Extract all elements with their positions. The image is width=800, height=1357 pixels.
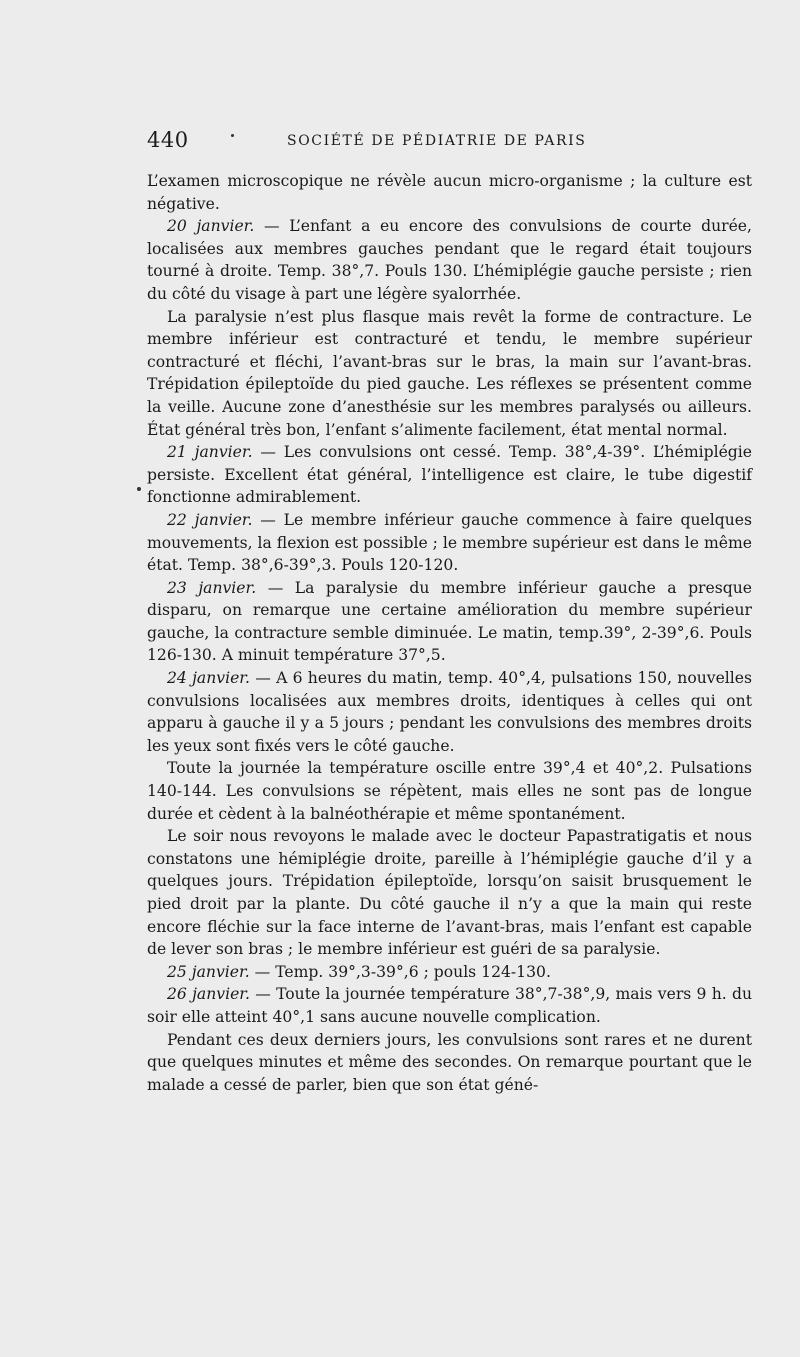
entry-date: 21 janvier. xyxy=(167,443,253,462)
paragraph-text: — A 6 heures du matin, temp. 40°,4, pulsations 150, nouvelles convulsions localisées aux membres droits, identiques à celles qui ont apparu à gauche il y a 5 jours ; pendant les convulsions des membres droits les yeux sont fixés vers le côté gauche. xyxy=(147,669,753,755)
paragraph-text: Le soir nous revoyons le malade avec le docteur Papastratigatis et nous constatons une hémiplégie droite, pareille à l’hémiplégie gauche d’il y a quelques jours. Trépidation épileptoïde, lorsqu’on saisit brusquement le pied droit par la plante. Du côté gauche il n’y a que la main qui reste encore fléchie sur la face interne de l’avant-bras, mais l’enfant est capable de lever son bras ; le membre inférieur est guéri de sa paralysie. xyxy=(147,827,752,959)
entry-date: 24 janvier. xyxy=(167,669,250,688)
paragraph xyxy=(147,306,752,442)
paragraph xyxy=(147,441,752,509)
print-speck xyxy=(137,487,141,491)
entry-date: 25 janvier. xyxy=(167,962,250,981)
entry-date: 22 janvier. xyxy=(167,510,253,529)
entry-date: 26 janvier. xyxy=(167,985,250,1004)
paragraph xyxy=(147,1029,752,1097)
paragraph xyxy=(147,825,752,961)
paragraph-text: — Les convulsions ont cessé. Temp. 38°,4-39°. L’hémiplégie persiste. Excellent état général, l’intelligence est claire, le tube digestif fonctionne admirablement. xyxy=(147,443,752,507)
paragraph xyxy=(147,215,752,305)
entry-date: 20 janvier. xyxy=(167,217,255,236)
paragraph-text: — La paralysie du membre inférieur gauche a presque disparu, on remarque une certaine amélioration du membre supérieur gauche, la contracture semble diminuée. Le matin, temp.39°, 2-39°,6. Pouls 126-130. A minuit température 37°,5. xyxy=(147,578,752,665)
paragraph-text: — Temp. 39°,3-39°,6 ; pouls 124-130. xyxy=(249,962,551,981)
paragraph-text: — Le membre inférieur gauche commence à faire quelques mouvements, la flexion est possible ; le membre supérieur est dans le même état. Temp. 38°,6-39°,3. Pouls 120-120. xyxy=(147,510,752,575)
paragraph xyxy=(147,961,752,984)
paragraph xyxy=(147,667,752,757)
paragraph xyxy=(147,577,752,667)
print-speck xyxy=(231,134,234,137)
entry-date: 23 janvier. xyxy=(167,578,257,597)
paragraph xyxy=(147,170,752,215)
paragraph xyxy=(147,983,752,1028)
paragraph-text: Toute la journée la température oscille entre 39°,4 et 40°,2. Pulsations 140-144. Les convulsions se répètent, mais elles ne sont pas de longue durée et cèdent à la balnéothérapie et même spontanément. xyxy=(147,759,752,823)
paragraph-text: L’examen microscopique ne révèle aucun micro-organisme ; la culture est négative. xyxy=(147,172,752,213)
paragraph xyxy=(147,757,752,825)
paragraph xyxy=(147,509,752,577)
page-number: 440 xyxy=(147,128,189,152)
paragraph-text: — L’enfant a eu encore des convulsions de courte durée, localisées aux membres gauches pendant que le regard était toujours tourné à droite. Temp. 38°,7. Pouls 130. L’hémiplégie gauche persiste ; rien du côté du visage à part une légère syalorrhée. xyxy=(147,217,752,303)
paragraph-text: La paralysie n’est plus flasque mais revêt la forme de contracture. Le membre inférieur est contracturé et tendu, le membre supérieur contracturé et fléchi, l’avant-bras sur le bras, la main sur l’avant-bras. Trépidation épileptoïde du pied gauche. Les réflexes se présentent comme la veille. Aucune zone d’anesthésie sur les membres paralysés ou ailleurs. État général très bon, l’enfant s’alimente facilement, état mental normal. xyxy=(147,307,752,439)
page-body xyxy=(147,170,752,1096)
running-header xyxy=(147,128,752,158)
paragraph-text: — Toute la journée température 38°,7-38°,9, mais vers 9 h. du soir elle atteint 40°,1 sans aucune nouvelle complication. xyxy=(147,985,752,1026)
paragraph-text: Pendant ces deux derniers jours, les convulsions sont rares et ne durent que quelques minutes et même des secondes. On remarque pourtant que le malade a cessé de parler, bien que son état géné- xyxy=(147,1030,752,1094)
running-title: SOCIÉTÉ DE PÉDIATRIE DE PARIS xyxy=(287,133,587,149)
